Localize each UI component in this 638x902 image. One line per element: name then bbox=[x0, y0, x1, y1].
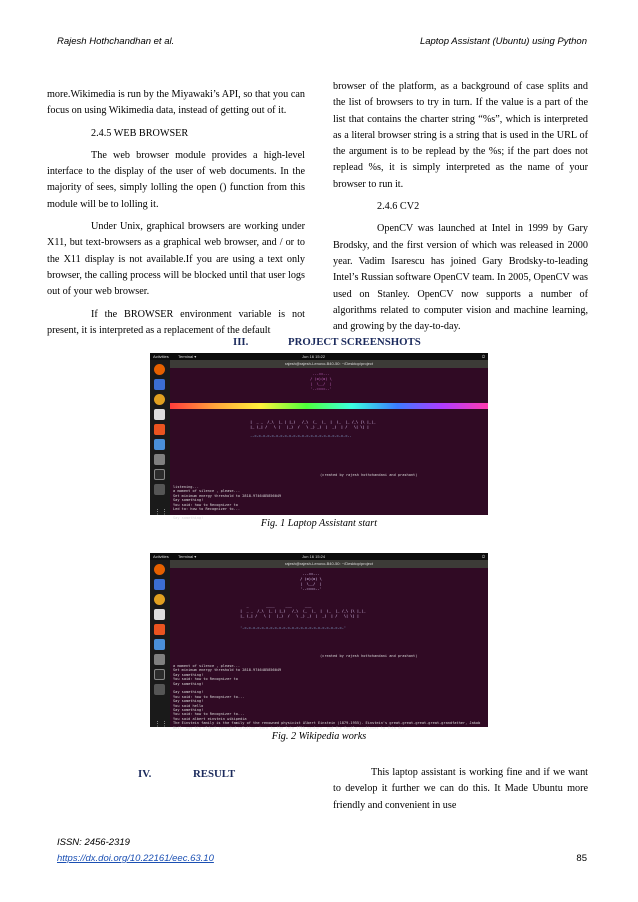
subsection-heading-cv2: 2.4.6 CV2 bbox=[377, 201, 420, 213]
clock-label: Jun 16 15:22 bbox=[302, 354, 326, 359]
terminal-icon bbox=[154, 469, 165, 480]
terminal-line: Say something! bbox=[173, 498, 204, 503]
terminal-line: You said hello bbox=[173, 703, 204, 708]
power-icon: ⏻ bbox=[481, 354, 485, 359]
title-ascii-art: | _ _ /_\ |_ | |_) /_\ (_ (_ | (_ |_ /_\ |\ |_|_ |_ (_| / \ | |_) / \ _) _) | _) | / \| \| | bbox=[250, 420, 376, 429]
result-paragraph: This laptop assistant is working fine and if we want to develop it further we can do this. It Made Ubuntu more friendly and convenient in use bbox=[333, 767, 588, 811]
terminal-line: The Einstein family is the family of the renowned physicist Albert Einstein (1879-1955). Einstein's great-great-great-great-grandfather, Jakob bbox=[173, 721, 481, 726]
music-icon bbox=[154, 594, 165, 605]
mail-icon bbox=[154, 379, 165, 390]
title-ascii-art: _ ____ ___ ___ | _ _ /_\ |_ | |_) /_\ (_ (_ | (_ |_ /_\ |\ |_|_ |_ (_| / \ | |_) / \ _) _) | _) | / \| \| | bbox=[240, 604, 366, 618]
terminal-line: a moment of silence , please... bbox=[173, 489, 241, 494]
software-icon bbox=[154, 424, 165, 435]
issn: ISSN: 2456-2319 bbox=[57, 837, 130, 848]
terminal-line: Led to: how to Recognizer to... bbox=[173, 507, 241, 511]
paragraph: browser of the platform, as a background of case splits and the list of browsers to try in turn. If the value is a part of the list that contains the charter string “%s”, which is interpreted as a literal browser string is a string that is used in the URL of the argument is to be replead by the %s; if the part does not replead %s, it is simply interpreted as the name of your browser to run it. bbox=[333, 81, 588, 190]
paragraph: Under Unix, graphical browsers are working under X11, but text-browsers as a graphical web browser, and / or to the X11 display is not available.If you are using a text only browser, the calling process will be blocked until that user logs out of your web browser. bbox=[47, 221, 305, 298]
section-heading-project-screenshots bbox=[233, 336, 421, 348]
section-number: IV. bbox=[138, 768, 152, 780]
terminal-line: a moment of silence , please... bbox=[173, 664, 241, 668]
doi-link-wrap bbox=[57, 853, 214, 864]
terminal-line: Say something! bbox=[173, 515, 204, 520]
terminal-line: Say something! bbox=[173, 681, 204, 686]
help-icon bbox=[154, 654, 165, 665]
writer-icon bbox=[154, 639, 165, 650]
mail-icon bbox=[154, 579, 165, 590]
help-icon bbox=[154, 454, 165, 465]
terminal-line: Say something! bbox=[173, 690, 204, 695]
section-title: RESULT bbox=[193, 768, 236, 780]
terminal-line: Set minimum energy threshold to 2818.9746485856049 bbox=[173, 493, 282, 498]
section-heading-result bbox=[138, 768, 235, 780]
credit-line: (created by rajesh hothchandani and prashant) bbox=[320, 654, 418, 658]
terminal-line: Weil, was his oldest recorded relative, born in the late 17th century, and the family continues to this day. bbox=[173, 725, 407, 730]
software-icon bbox=[154, 624, 165, 635]
terminal-icon bbox=[154, 669, 165, 680]
logo-ascii-art: .--==--. / (o)(o) \ | \__/ | '--====--' bbox=[310, 372, 332, 391]
left-column bbox=[47, 87, 305, 345]
doi-link[interactable]: https://dx.doi.org/10.22161/eec.63.10 bbox=[57, 853, 214, 864]
terminal-line: You said: how to Recognizer to... bbox=[173, 712, 245, 717]
app-menu-label: Terminal ▾ bbox=[178, 554, 197, 559]
terminal-line: You said albert einstein wikipedia bbox=[173, 716, 247, 721]
terminal-line: Say something! bbox=[173, 699, 204, 704]
app-menu-label: Terminal ▾ bbox=[178, 354, 197, 359]
firefox-icon bbox=[154, 364, 165, 375]
apps-grid-icon: ⋮⋮ bbox=[154, 720, 168, 728]
terminal-line: Say something! bbox=[173, 708, 204, 712]
terminal-window bbox=[170, 360, 488, 520]
files-icon bbox=[154, 609, 165, 620]
clock-label: Jun 16 15:24 bbox=[302, 554, 326, 559]
paragraph: The web browser module provides a high-level interface to the display of the user of web documents. In the majority of sees, simply lolling the open () function from this module will be to lolling it. bbox=[47, 149, 305, 210]
rainbow-banner bbox=[170, 403, 488, 409]
terminal-line: listening... bbox=[173, 485, 199, 489]
right-column bbox=[333, 79, 588, 341]
figure-1-screenshot bbox=[150, 353, 488, 520]
terminal-window bbox=[170, 560, 488, 730]
figure-2-caption: Fig. 2 Wikipedia works bbox=[271, 731, 367, 742]
running-header-title: Laptop Assistant (Ubuntu) using Python bbox=[419, 36, 587, 47]
figure-2-screenshot bbox=[150, 553, 488, 730]
music-icon bbox=[154, 394, 165, 405]
terminal-title: rajesh@rajesh-Lenovo-B40-50: ~/Desktop/project bbox=[170, 560, 488, 568]
terminal-title: rajesh@rajesh-Lenovo-B40-50: ~/Desktop/project bbox=[170, 360, 488, 368]
ubuntu-top-bar bbox=[150, 553, 488, 560]
power-icon: ⏻ bbox=[481, 554, 485, 559]
credit-line: (created by rajesh hothchandani and prashant) bbox=[320, 473, 418, 477]
ubuntu-top-bar bbox=[150, 353, 488, 360]
activities-label: Activities bbox=[153, 354, 169, 359]
terminal-line: You said: how to Recognizer to bbox=[173, 502, 238, 507]
settings-icon bbox=[154, 484, 165, 495]
activities-label: Activities bbox=[153, 554, 169, 559]
paragraph: If the BROWSER environment variable is not present, it is interpreted as a replacement of the default bbox=[47, 308, 305, 336]
ubuntu-dock bbox=[150, 560, 170, 727]
title-ascii-art-2: '-=-=-=-=-=-=-=-=-=-=-=-=-=-=-=-=-=-=-=-=-=-=-=-' bbox=[240, 626, 347, 630]
paragraph: more.Wikimedia is run by the Miyawaki’s API, so that you can focus on using Wikimedia data, instead of getting out of it. bbox=[47, 89, 305, 117]
running-header-authors: Rajesh Hothchandhan et al. bbox=[57, 36, 175, 47]
subsection-heading-web-browser: 2.4.5 WEB BROWSER bbox=[91, 127, 189, 139]
writer-icon bbox=[154, 439, 165, 450]
firefox-icon bbox=[154, 564, 165, 575]
terminal-line: Say something! bbox=[173, 672, 204, 677]
section-title: PROJECT SCREENSHOTS bbox=[288, 336, 421, 348]
ubuntu-dock bbox=[150, 360, 170, 515]
page-number: 85 bbox=[576, 853, 587, 864]
logo-ascii-art: .--==--. / (o)(o) \ | \__/ | '--====--' bbox=[300, 572, 322, 591]
settings-icon bbox=[154, 684, 165, 695]
apps-grid-icon: ⋮⋮ bbox=[154, 508, 168, 516]
terminal-line: You said: how to Recognizer to bbox=[173, 677, 238, 682]
terminal-line: You said: how to Recognizer to... bbox=[173, 694, 245, 699]
terminal-line: Set minimum energy threshold to 2818.9746485856049 bbox=[173, 668, 282, 673]
section-number: III. bbox=[233, 336, 249, 348]
title-ascii-art-2: .-=-=-=-=-=-=-=-=-=-=-=-=-=-=-=-=-=-=-=-=-=-=-. bbox=[250, 434, 352, 438]
paragraph: OpenCV was launched at Intel in 1999 by Gary Brodsky, and the first version of which was released in 2000 year. Vadim Isarescu has joined Gary Brodsky-to-leading Intel’s Russian software OpenCV team. In 2005, OpenCV was used on Stanley. OpenCV now supports a number of algorithms related to computer vision and machine learning, and growing by the day-to-day. bbox=[333, 223, 588, 333]
files-icon bbox=[154, 409, 165, 420]
figure-1-caption: Fig. 1 Laptop Assistant start bbox=[260, 518, 378, 529]
